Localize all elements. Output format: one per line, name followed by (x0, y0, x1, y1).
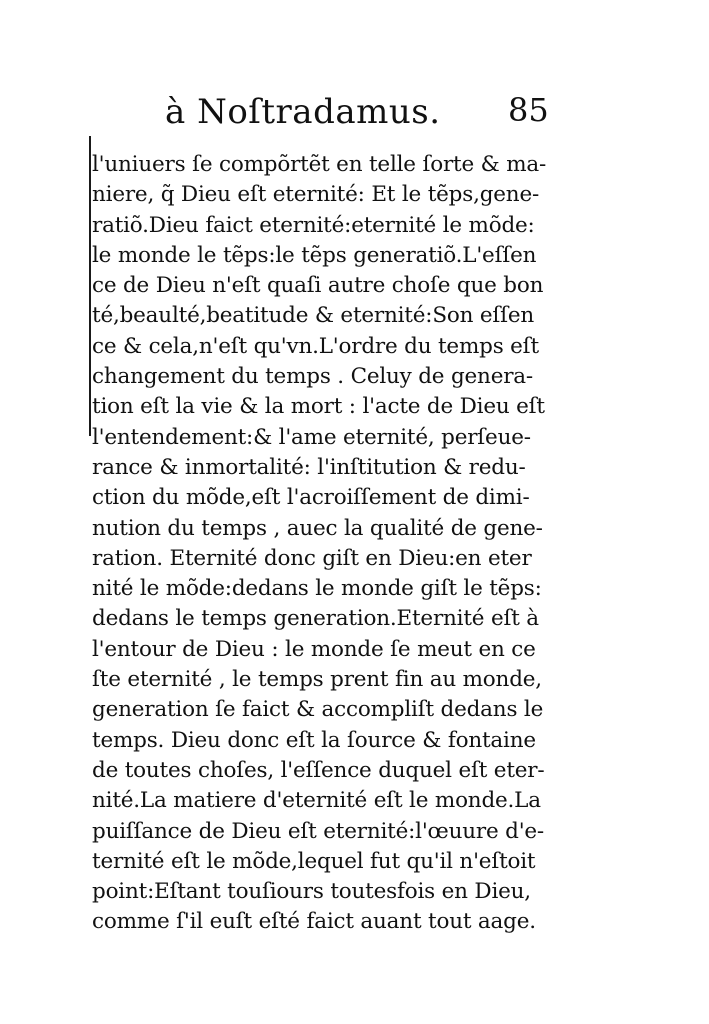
running-title: à Noſtradamus. (165, 92, 441, 132)
text-line: nution du temps , auec la qualité de gene- (92, 515, 543, 541)
text-line: ration. Eternité donc giſt en Dieu:en eter (92, 545, 532, 571)
text-line: l'entendement:& l'ame eternité, perſeue- (92, 424, 531, 450)
text-line: dedans le temps generation.Eternité eſt à (92, 606, 539, 632)
text-line: niere, q̃ Dieu eſt eternité: Et le tẽps,gene- (92, 182, 540, 208)
text-line: ce de Dieu n'eſt quaſi autre choſe que bon (92, 273, 544, 299)
text-line: comme ſ'il euſt eſté faict auant tout aage. (92, 909, 536, 935)
margin-rule (89, 136, 91, 436)
text-line: changement du temps . Celuy de genera- (92, 364, 533, 390)
text-line: nité le mõde:dedans le monde giſt le tẽps: (92, 576, 542, 602)
text-line: ternité eſt le mõde,lequel fut qu'il n'eſtoit (92, 848, 536, 874)
text-line: le monde le tẽps:le tẽps generatiõ.L'eſſen (92, 242, 537, 268)
text-line: té,beaulté,beatitude & eternité:Son eſſen (92, 303, 535, 329)
text-line: de toutes choſes, l'eſſence duquel eſt eter- (92, 757, 545, 783)
text-line: nité.La matiere d'eternité eſt le monde.La (92, 788, 541, 814)
text-line: point:Eſtant touſiours toutesfois en Dieu, (92, 879, 531, 905)
text-line: l'entour de Dieu : le monde ſe meut en ce (92, 636, 536, 662)
text-line: ce & cela,n'eſt qu'vn.L'ordre du temps eſt (92, 333, 539, 359)
body-text (92, 150, 562, 938)
text-line: ratiõ.Dieu faict eternité:eternité le mõde: (92, 212, 535, 238)
page-number: 85 (508, 91, 549, 129)
text-line: puiſſance de Dieu eſt eternité:l'œuure d'e- (92, 818, 544, 844)
text-line: ction du mõde,eſt l'acroiſſement de dimi- (92, 485, 530, 511)
text-line: temps. Dieu donc eſt la ſource & fontaine (92, 727, 536, 753)
text-line: ſte eternité , le temps prent fin au monde, (92, 667, 542, 693)
text-line: tion eſt la vie & la mort : l'acte de Dieu eſt (92, 394, 545, 420)
text-line: generation ſe faict & accompliſt dedans le (92, 697, 544, 723)
text-line: rance & inmortalité: l'inſtitution & redu- (92, 454, 526, 480)
text-line: l'uniuers ſe compõrtẽt en telle ſorte & ma- (92, 152, 547, 177)
